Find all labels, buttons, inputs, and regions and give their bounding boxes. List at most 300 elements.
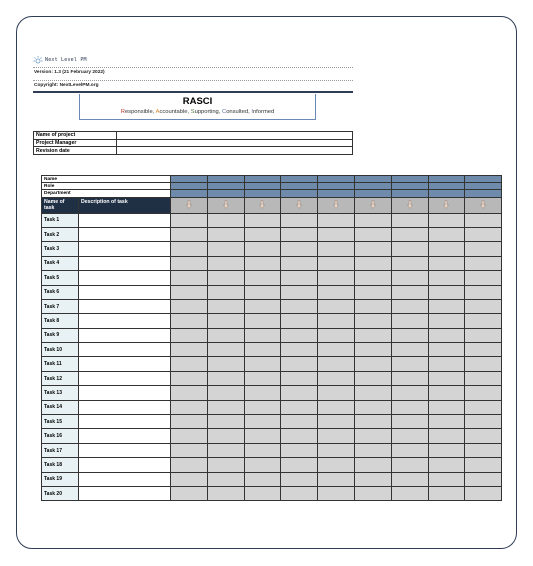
name-cell[interactable] xyxy=(391,176,428,183)
rasci-cell[interactable] xyxy=(428,213,465,227)
letter-c: C xyxy=(222,109,227,115)
brand-name: Next Level PM xyxy=(45,57,87,63)
role-cell[interactable] xyxy=(465,183,502,190)
rasci-cell[interactable] xyxy=(281,443,318,457)
rasci-cell[interactable] xyxy=(207,343,244,357)
rasci-cell[interactable] xyxy=(318,429,355,443)
rasci-cell[interactable] xyxy=(171,429,208,443)
rasci-cell[interactable] xyxy=(318,400,355,414)
rasci-cell[interactable] xyxy=(171,472,208,486)
rasci-cell[interactable] xyxy=(244,256,281,270)
rasci-cell[interactable] xyxy=(281,458,318,472)
name-cell[interactable] xyxy=(465,176,502,183)
name-row xyxy=(42,176,502,183)
task-row xyxy=(42,386,502,400)
task-description-cell[interactable] xyxy=(79,415,171,429)
rasci-cell[interactable] xyxy=(318,299,355,313)
task-name[interactable]: Task 9 xyxy=(42,328,79,342)
rasci-cell[interactable] xyxy=(428,343,465,357)
rasci-cell[interactable] xyxy=(465,357,502,371)
task-description-cell[interactable] xyxy=(79,357,171,371)
rasci-cell[interactable] xyxy=(207,271,244,285)
rasci-cell[interactable] xyxy=(391,458,428,472)
rasci-cell[interactable] xyxy=(318,328,355,342)
rasci-cell[interactable] xyxy=(171,242,208,256)
rasci-cell[interactable] xyxy=(428,314,465,328)
revision-date-label: Revision date xyxy=(34,147,117,155)
rasci-cell[interactable] xyxy=(281,343,318,357)
rasci-cell[interactable] xyxy=(318,256,355,270)
rasci-cell[interactable] xyxy=(391,285,428,299)
project-name-label: Name of project xyxy=(34,132,117,140)
rasci-cell[interactable] xyxy=(391,357,428,371)
rasci-cell[interactable] xyxy=(354,357,391,371)
description-of-task-header: Description of task xyxy=(79,197,171,213)
task-name[interactable]: Task 12 xyxy=(42,371,79,385)
task-name[interactable]: Task 2 xyxy=(42,227,79,241)
rasci-cell[interactable] xyxy=(281,256,318,270)
rasci-cell[interactable] xyxy=(244,227,281,241)
rasci-cell[interactable] xyxy=(244,357,281,371)
role-cell[interactable] xyxy=(428,183,465,190)
rasci-cell[interactable] xyxy=(281,415,318,429)
rasci-cell[interactable] xyxy=(171,400,208,414)
rasci-cell[interactable] xyxy=(171,285,208,299)
rasci-cell[interactable] xyxy=(465,271,502,285)
rasci-cell[interactable] xyxy=(354,429,391,443)
rasci-cell[interactable] xyxy=(244,443,281,457)
rasci-cell[interactable] xyxy=(244,486,281,500)
rasci-cell[interactable] xyxy=(354,386,391,400)
rasci-cell[interactable] xyxy=(281,328,318,342)
project-row xyxy=(34,147,353,155)
rasci-cell[interactable] xyxy=(354,271,391,285)
rasci-cell[interactable] xyxy=(465,227,502,241)
rasci-cell[interactable] xyxy=(354,400,391,414)
rasci-cell[interactable] xyxy=(428,472,465,486)
task-description-cell[interactable] xyxy=(79,486,171,500)
down-arrow-icon xyxy=(443,200,449,209)
rasci-cell[interactable] xyxy=(244,472,281,486)
revision-date-field[interactable] xyxy=(117,147,353,155)
rasci-cell[interactable] xyxy=(391,386,428,400)
rasci-cell[interactable] xyxy=(391,314,428,328)
rasci-cell[interactable] xyxy=(428,415,465,429)
rasci-cell[interactable] xyxy=(281,486,318,500)
project-row xyxy=(34,139,353,147)
rasci-cell[interactable] xyxy=(318,271,355,285)
task-name[interactable]: Task 3 xyxy=(42,242,79,256)
task-row xyxy=(42,443,502,457)
down-arrow-icon xyxy=(480,200,486,209)
rasci-cell[interactable] xyxy=(465,343,502,357)
rasci-cell[interactable] xyxy=(465,314,502,328)
rasci-cell[interactable] xyxy=(465,486,502,500)
task-description-cell[interactable] xyxy=(79,328,171,342)
name-cell[interactable] xyxy=(207,176,244,183)
task-description-cell[interactable] xyxy=(79,429,171,443)
task-description-cell[interactable] xyxy=(79,213,171,227)
rasci-cell[interactable] xyxy=(244,314,281,328)
column-arrow-cell xyxy=(354,197,391,213)
rasci-cell[interactable] xyxy=(428,271,465,285)
role-label: Role xyxy=(42,183,171,190)
department-cell[interactable] xyxy=(281,190,318,197)
project-row xyxy=(34,132,353,140)
role-cell[interactable] xyxy=(281,183,318,190)
rasci-cell[interactable] xyxy=(465,256,502,270)
rasci-cell[interactable] xyxy=(428,285,465,299)
task-row xyxy=(42,357,502,371)
task-description-cell[interactable] xyxy=(79,400,171,414)
rasci-cell[interactable] xyxy=(391,371,428,385)
name-cell[interactable] xyxy=(428,176,465,183)
task-row xyxy=(42,256,502,270)
rasci-cell[interactable] xyxy=(465,386,502,400)
rasci-cell[interactable] xyxy=(391,227,428,241)
rasci-cell[interactable] xyxy=(465,371,502,385)
rasci-cell[interactable] xyxy=(465,472,502,486)
rasci-cell[interactable] xyxy=(244,328,281,342)
task-row xyxy=(42,227,502,241)
task-description-cell[interactable] xyxy=(79,242,171,256)
rasci-cell[interactable] xyxy=(171,271,208,285)
task-row xyxy=(42,343,502,357)
task-name[interactable]: Task 8 xyxy=(42,314,79,328)
rasci-cell[interactable] xyxy=(354,242,391,256)
rasci-cell[interactable] xyxy=(318,242,355,256)
rasci-cell[interactable] xyxy=(318,415,355,429)
rasci-cell[interactable] xyxy=(281,472,318,486)
rasci-cell[interactable] xyxy=(171,227,208,241)
rasci-cell[interactable] xyxy=(428,429,465,443)
task-name[interactable]: Task 19 xyxy=(42,472,79,486)
rasci-cell[interactable] xyxy=(428,486,465,500)
rasci-cell[interactable] xyxy=(465,328,502,342)
project-info-table xyxy=(33,131,353,155)
rasci-cell[interactable] xyxy=(391,271,428,285)
task-row xyxy=(42,299,502,313)
rasci-cell[interactable] xyxy=(281,285,318,299)
column-arrow-cell xyxy=(207,197,244,213)
task-description-cell[interactable] xyxy=(79,314,171,328)
rasci-cell[interactable] xyxy=(171,371,208,385)
task-description-cell[interactable] xyxy=(79,271,171,285)
header-rule xyxy=(33,91,353,93)
rasci-cell[interactable] xyxy=(391,242,428,256)
rasci-cell[interactable] xyxy=(207,486,244,500)
rasci-cell[interactable] xyxy=(244,271,281,285)
rasci-cell[interactable] xyxy=(391,299,428,313)
task-description-cell[interactable] xyxy=(79,256,171,270)
task-row xyxy=(42,472,502,486)
subtitle-text: ccountable, xyxy=(159,109,191,115)
task-description-cell[interactable] xyxy=(79,443,171,457)
rasci-cell[interactable] xyxy=(171,314,208,328)
rasci-cell[interactable] xyxy=(207,400,244,414)
rasci-cell[interactable] xyxy=(391,429,428,443)
task-description-cell[interactable] xyxy=(79,227,171,241)
rasci-cell[interactable] xyxy=(244,213,281,227)
rasci-cell[interactable] xyxy=(354,371,391,385)
rasci-cell[interactable] xyxy=(354,443,391,457)
rasci-cell[interactable] xyxy=(207,213,244,227)
rasci-cell[interactable] xyxy=(281,227,318,241)
name-cell[interactable] xyxy=(171,176,208,183)
rasci-cell[interactable] xyxy=(428,357,465,371)
subtitle-text: onsulted, xyxy=(226,109,252,115)
rasci-cell[interactable] xyxy=(171,213,208,227)
task-name[interactable]: Task 5 xyxy=(42,271,79,285)
rasci-cell[interactable] xyxy=(281,357,318,371)
rasci-cell[interactable] xyxy=(428,371,465,385)
role-cell[interactable] xyxy=(171,183,208,190)
rasci-cell[interactable] xyxy=(465,458,502,472)
task-description-cell[interactable] xyxy=(79,458,171,472)
task-name[interactable]: Task 14 xyxy=(42,400,79,414)
rasci-cell[interactable] xyxy=(207,415,244,429)
subtitle-text: esponsible, xyxy=(124,109,156,115)
rasci-cell[interactable] xyxy=(428,256,465,270)
rasci-cell[interactable] xyxy=(428,242,465,256)
rasci-cell[interactable] xyxy=(354,314,391,328)
name-cell[interactable] xyxy=(354,176,391,183)
rasci-cell[interactable] xyxy=(318,472,355,486)
rasci-cell[interactable] xyxy=(465,443,502,457)
rasci-cell[interactable] xyxy=(281,314,318,328)
rasci-cell[interactable] xyxy=(244,299,281,313)
rasci-cell[interactable] xyxy=(281,299,318,313)
rasci-cell[interactable] xyxy=(428,386,465,400)
rasci-cell[interactable] xyxy=(318,386,355,400)
down-arrow-icon xyxy=(407,200,413,209)
down-arrow-icon xyxy=(296,200,302,209)
rasci-cell[interactable] xyxy=(354,458,391,472)
rasci-cell[interactable] xyxy=(318,314,355,328)
department-cell[interactable] xyxy=(207,190,244,197)
task-name[interactable]: Task 6 xyxy=(42,285,79,299)
divider xyxy=(33,67,353,68)
rasci-cell[interactable] xyxy=(318,371,355,385)
rasci-cell[interactable] xyxy=(354,343,391,357)
letter-i: I xyxy=(251,109,253,115)
rasci-cell[interactable] xyxy=(244,343,281,357)
rasci-cell[interactable] xyxy=(244,458,281,472)
rasci-cell[interactable] xyxy=(207,429,244,443)
task-name[interactable]: Task 7 xyxy=(42,299,79,313)
department-cell[interactable] xyxy=(391,190,428,197)
rasci-cell[interactable] xyxy=(318,357,355,371)
rasci-cell[interactable] xyxy=(207,256,244,270)
rasci-cell[interactable] xyxy=(428,299,465,313)
rasci-cell[interactable] xyxy=(391,343,428,357)
name-of-task-header: Name of task xyxy=(42,197,79,213)
task-description-cell[interactable] xyxy=(79,299,171,313)
column-arrow-cell xyxy=(171,197,208,213)
rasci-cell[interactable] xyxy=(318,227,355,241)
rasci-cell[interactable] xyxy=(171,415,208,429)
rasci-cell[interactable] xyxy=(354,299,391,313)
role-cell[interactable] xyxy=(354,183,391,190)
rasci-cell[interactable] xyxy=(207,458,244,472)
task-description-cell[interactable] xyxy=(79,371,171,385)
role-cell[interactable] xyxy=(207,183,244,190)
task-description-cell[interactable] xyxy=(79,343,171,357)
rasci-cell[interactable] xyxy=(354,472,391,486)
rasci-cell[interactable] xyxy=(244,429,281,443)
rasci-cell[interactable] xyxy=(244,386,281,400)
rasci-cell[interactable] xyxy=(207,314,244,328)
rasci-cell[interactable] xyxy=(318,285,355,299)
task-description-cell[interactable] xyxy=(79,386,171,400)
task-name[interactable]: Task 4 xyxy=(42,256,79,270)
column-header-row xyxy=(42,197,502,213)
rasci-cell[interactable] xyxy=(391,486,428,500)
rasci-cell[interactable] xyxy=(465,415,502,429)
rasci-cell[interactable] xyxy=(171,328,208,342)
task-name[interactable]: Task 15 xyxy=(42,415,79,429)
rasci-cell[interactable] xyxy=(281,386,318,400)
department-cell[interactable] xyxy=(171,190,208,197)
task-name[interactable]: Task 1 xyxy=(42,213,79,227)
rasci-cell[interactable] xyxy=(354,328,391,342)
rasci-cell[interactable] xyxy=(207,285,244,299)
sun-logo-icon xyxy=(33,55,43,65)
rasci-cell[interactable] xyxy=(244,242,281,256)
rasci-cell[interactable] xyxy=(354,486,391,500)
rasci-cell[interactable] xyxy=(391,400,428,414)
rasci-cell[interactable] xyxy=(244,371,281,385)
rasci-title: RASCI xyxy=(182,96,213,107)
column-arrow-cell xyxy=(391,197,428,213)
task-name[interactable]: Task 13 xyxy=(42,386,79,400)
rasci-cell[interactable] xyxy=(244,285,281,299)
rasci-cell[interactable] xyxy=(391,443,428,457)
department-cell[interactable] xyxy=(318,190,355,197)
rasci-cell[interactable] xyxy=(428,328,465,342)
column-arrow-cell xyxy=(244,197,281,213)
rasci-cell[interactable] xyxy=(207,371,244,385)
rasci-cell[interactable] xyxy=(171,256,208,270)
project-name-field[interactable] xyxy=(117,132,353,140)
rasci-cell[interactable] xyxy=(428,400,465,414)
role-cell[interactable] xyxy=(244,183,281,190)
copyright-text: Copyright: NextLevelPM.org xyxy=(34,83,99,88)
rasci-cell[interactable] xyxy=(171,386,208,400)
subtitle-text: upporting, xyxy=(194,109,222,115)
rasci-cell[interactable] xyxy=(318,486,355,500)
rasci-cell[interactable] xyxy=(318,343,355,357)
task-name[interactable]: Task 17 xyxy=(42,443,79,457)
down-arrow-icon xyxy=(333,200,339,209)
rasci-cell[interactable] xyxy=(354,285,391,299)
department-cell[interactable] xyxy=(428,190,465,197)
rasci-cell[interactable] xyxy=(465,242,502,256)
rasci-subtitle xyxy=(80,109,315,115)
department-cell[interactable] xyxy=(354,190,391,197)
rasci-cell[interactable] xyxy=(281,429,318,443)
rasci-cell[interactable] xyxy=(207,443,244,457)
subtitle-text: nformed xyxy=(252,109,275,115)
rasci-cell[interactable] xyxy=(244,400,281,414)
rasci-cell[interactable] xyxy=(207,328,244,342)
name-cell[interactable] xyxy=(318,176,355,183)
rasci-cell[interactable] xyxy=(171,458,208,472)
name-cell[interactable] xyxy=(244,176,281,183)
rasci-cell[interactable] xyxy=(465,400,502,414)
rasci-cell[interactable] xyxy=(171,343,208,357)
rasci-cell[interactable] xyxy=(281,371,318,385)
task-row xyxy=(42,458,502,472)
project-manager-field[interactable] xyxy=(117,139,353,147)
rasci-cell[interactable] xyxy=(354,213,391,227)
rasci-cell[interactable] xyxy=(207,242,244,256)
task-name[interactable]: Task 11 xyxy=(42,357,79,371)
rasci-cell[interactable] xyxy=(281,400,318,414)
rasci-cell[interactable] xyxy=(465,299,502,313)
rasci-cell[interactable] xyxy=(244,415,281,429)
name-cell[interactable] xyxy=(281,176,318,183)
rasci-cell[interactable] xyxy=(318,458,355,472)
rasci-cell[interactable] xyxy=(465,213,502,227)
rasci-cell[interactable] xyxy=(318,213,355,227)
rasci-cell[interactable] xyxy=(465,429,502,443)
rasci-cell[interactable] xyxy=(391,328,428,342)
rasci-cell[interactable] xyxy=(391,415,428,429)
task-description-cell[interactable] xyxy=(79,472,171,486)
rasci-cell[interactable] xyxy=(318,443,355,457)
department-label: Department xyxy=(42,190,171,197)
rasci-cell[interactable] xyxy=(207,227,244,241)
rasci-cell[interactable] xyxy=(354,227,391,241)
task-row xyxy=(42,415,502,429)
task-name[interactable]: Task 10 xyxy=(42,343,79,357)
rasci-cell[interactable] xyxy=(281,242,318,256)
rasci-cell[interactable] xyxy=(428,443,465,457)
down-arrow-icon xyxy=(223,200,229,209)
rasci-cell[interactable] xyxy=(207,386,244,400)
rasci-cell[interactable] xyxy=(391,256,428,270)
task-name[interactable]: Task 16 xyxy=(42,429,79,443)
rasci-cell[interactable] xyxy=(171,357,208,371)
department-cell[interactable] xyxy=(244,190,281,197)
task-description-cell[interactable] xyxy=(79,285,171,299)
rasci-cell[interactable] xyxy=(171,486,208,500)
down-arrow-icon xyxy=(186,200,192,209)
rasci-cell[interactable] xyxy=(391,213,428,227)
rasci-cell[interactable] xyxy=(391,472,428,486)
role-cell[interactable] xyxy=(391,183,428,190)
rasci-cell[interactable] xyxy=(465,285,502,299)
rasci-cell[interactable] xyxy=(207,357,244,371)
role-cell[interactable] xyxy=(318,183,355,190)
rasci-cell[interactable] xyxy=(354,415,391,429)
rasci-cell[interactable] xyxy=(171,299,208,313)
department-cell[interactable] xyxy=(465,190,502,197)
rasci-cell[interactable] xyxy=(354,256,391,270)
rasci-cell[interactable] xyxy=(207,299,244,313)
rasci-cell[interactable] xyxy=(428,227,465,241)
task-name[interactable]: Task 18 xyxy=(42,458,79,472)
rasci-cell[interactable] xyxy=(207,472,244,486)
rasci-cell[interactable] xyxy=(428,458,465,472)
rasci-cell[interactable] xyxy=(171,443,208,457)
rasci-cell[interactable] xyxy=(281,271,318,285)
task-row xyxy=(42,271,502,285)
task-name[interactable]: Task 20 xyxy=(42,486,79,500)
rasci-matrix xyxy=(41,175,502,501)
rasci-cell[interactable] xyxy=(281,213,318,227)
